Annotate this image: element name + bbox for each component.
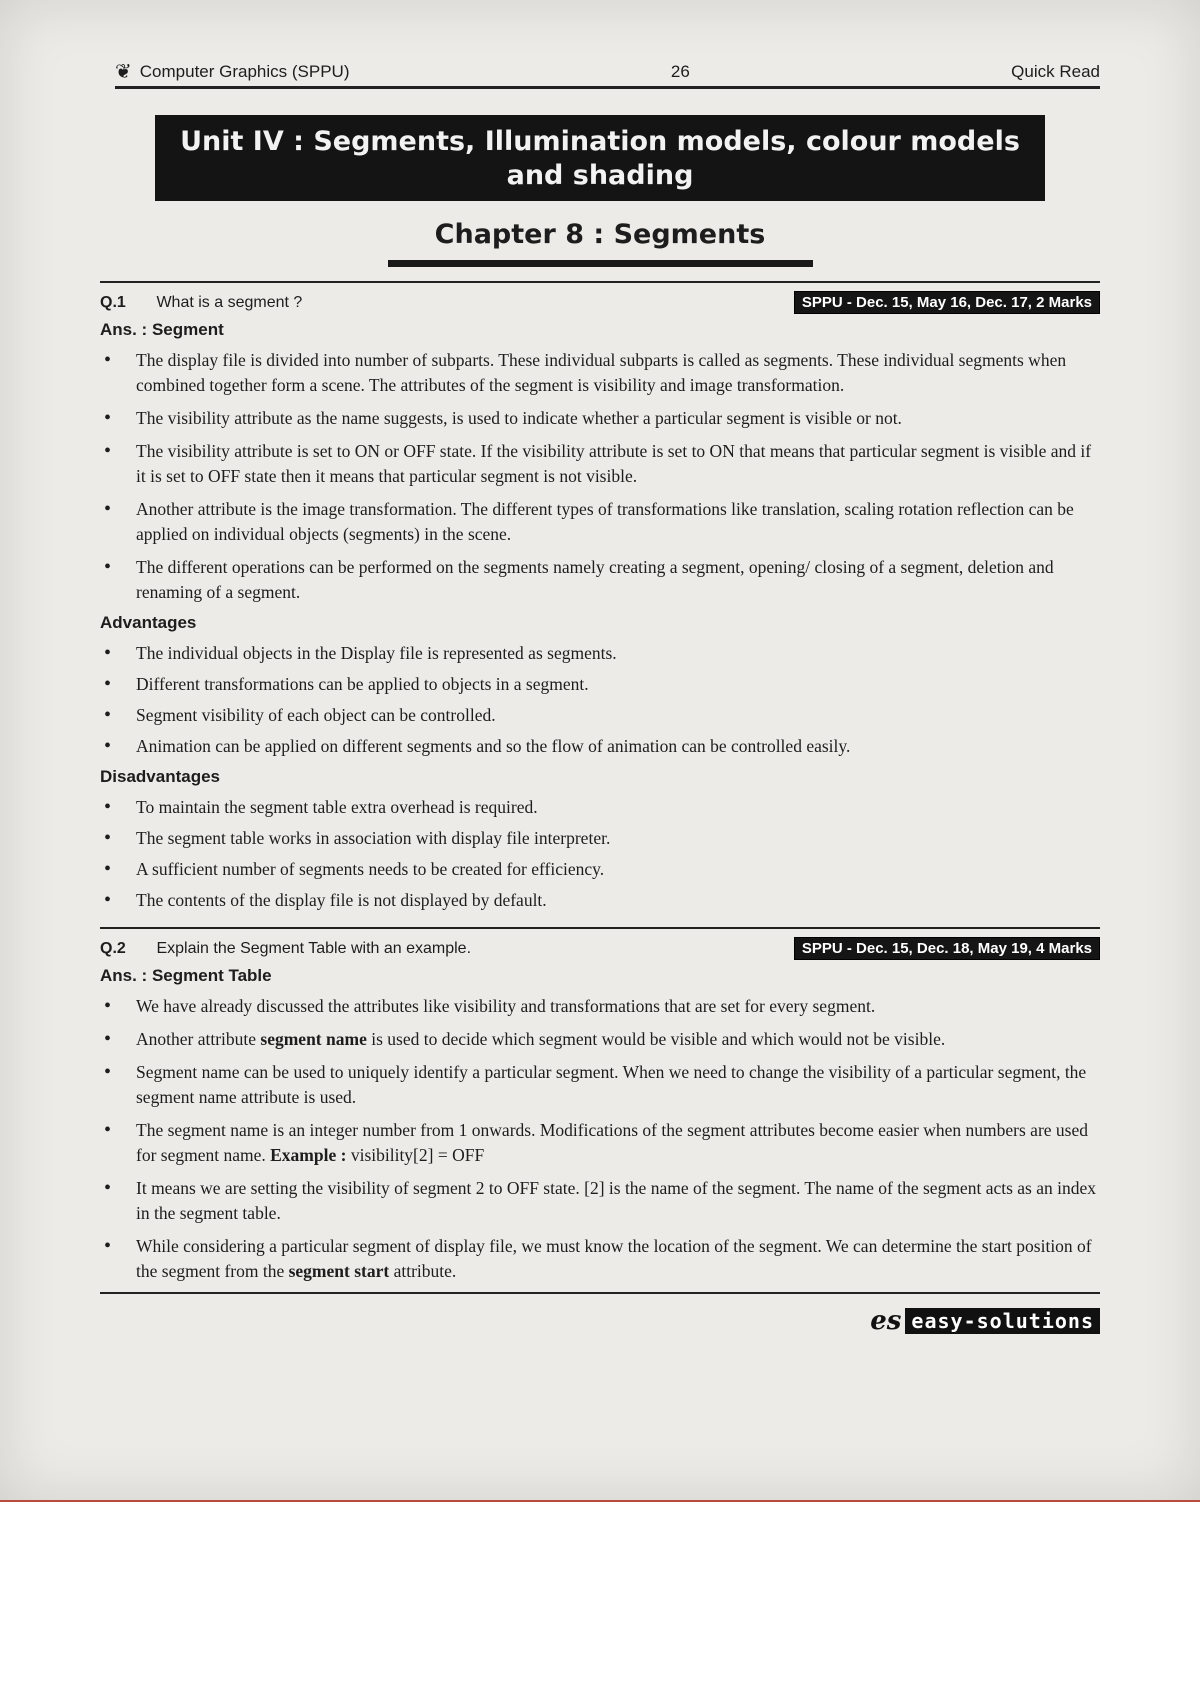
question-number: Q.2 (100, 939, 126, 957)
question-row-q1 (100, 291, 1100, 314)
brand-logo (100, 1306, 1100, 1336)
text-run: visibility[2] = OFF (346, 1145, 485, 1165)
page-number: 26 (670, 62, 690, 81)
page-content (100, 62, 1100, 1336)
list-item: • Segment name can be used to uniquely identify a particular segment. When we need to change the visibility of a particular segment, the segment name attribute is used. (100, 1060, 1100, 1110)
advantages-heading: Advantages (100, 613, 197, 632)
unit-title-line1: Unit IV : Segments, Illumination models, colour models (180, 126, 1020, 157)
answer-heading: Ans. : Segment Table (100, 966, 272, 985)
list-item: • The visibility attribute is set to ON or OFF state. If the visibility attribute is set to ON that means that particular segment is visible and if it is set to OFF state then it means that particular segment is not visible. (100, 439, 1100, 489)
exam-tag: SPPU - Dec. 15, Dec. 18, May 19, 4 Marks (794, 937, 1100, 960)
list-item (100, 1027, 1100, 1052)
list-item: • The contents of the display file is not displayed by default. (100, 888, 1100, 913)
list-item: • To maintain the segment table extra overhead is required. (100, 795, 1100, 820)
unit-title-line2: and shading (506, 160, 694, 191)
header-left (115, 62, 350, 82)
answer-bullets-q1 (100, 348, 1100, 605)
question-number: Q.1 (100, 293, 126, 311)
answer-heading: Ans. : Segment (100, 320, 224, 339)
list-item: • Segment visibility of each object can be controlled. (100, 703, 1100, 728)
disadvantages-heading: Disadvantages (100, 767, 220, 786)
publisher-logo-icon: ❦ (115, 61, 132, 83)
brand-name: easy-solutions (905, 1308, 1100, 1334)
question-q2 (100, 940, 471, 958)
advantages-list (100, 641, 1100, 759)
list-item: • Another attribute is the image transformation. The different types of transformations like translation, scaling rotation reflection can be applied on individual objects (segments) in the scene. (100, 497, 1100, 547)
question-row-q2 (100, 937, 1100, 960)
list-item (100, 1234, 1100, 1284)
question-q1 (100, 294, 302, 312)
list-item: • The segment table works in association with display file interpreter. (100, 826, 1100, 851)
list-item: • The different operations can be performed on the segments namely creating a segment, opening/ closing of a segment, deletion and renaming of a segment. (100, 555, 1100, 605)
text-run: attribute. (389, 1261, 457, 1281)
footer-divider (100, 1292, 1100, 1294)
answer-bullets-q2 (100, 994, 1100, 1284)
text-run: Another attribute (136, 1029, 261, 1049)
question-divider (100, 927, 1100, 929)
list-item: • A sufficient number of segments needs to be created for efficiency. (100, 857, 1100, 882)
running-header (115, 62, 1100, 89)
unit-title-box (155, 115, 1045, 201)
section-label: Quick Read (1011, 62, 1100, 81)
text-run: is used to decide which segment would be visible and which would not be visible. (366, 1029, 946, 1049)
chapter-title: Chapter 8 : Segments (434, 219, 766, 250)
list-item (100, 1118, 1100, 1168)
text-run: While considering a particular segment of display file, we must know the location of the segment. We can determine the start position of the segment from the (136, 1236, 1092, 1281)
bold-term: segment name (260, 1029, 367, 1049)
list-item: • Different transformations can be applied to objects in a segment. (100, 672, 1100, 697)
book-title: Computer Graphics (SPPU) (139, 62, 350, 81)
list-item: • Animation can be applied on different segments and so the flow of animation can be controlled easily. (100, 734, 1100, 759)
list-item: • The display file is divided into number of subparts. These individual subparts is called as segments. These individual segments when combined together form a scene. The attributes of the segment is visibility and image transformation. (100, 348, 1100, 398)
disadvantages-list (100, 795, 1100, 913)
text-run: The segment name is an integer number from 1 onwards. Modifications of the segment attributes become easier when numbers are used for segment name. (136, 1120, 1088, 1165)
easy-solutions-logo-icon: es (870, 1306, 902, 1336)
question-divider (100, 281, 1100, 283)
bold-term: segment start (288, 1261, 390, 1281)
chapter-underline (388, 260, 813, 267)
exam-tag: SPPU - Dec. 15, May 16, Dec. 17, 2 Marks (794, 291, 1100, 314)
list-item: • The individual objects in the Display file is represented as segments. (100, 641, 1100, 666)
question-text: Explain the Segment Table with an example. (156, 939, 472, 957)
list-item: • It means we are setting the visibility of segment 2 to OFF state. [2] is the name of the segment. The name of the segment acts as an index in the segment table. (100, 1176, 1100, 1226)
list-item: • The visibility attribute as the name suggests, is used to indicate whether a particular segment is visible or not. (100, 406, 1100, 431)
question-text: What is a segment ? (156, 293, 303, 311)
bold-term: Example : (270, 1145, 347, 1165)
list-item: • We have already discussed the attributes like visibility and transformations that are set for every segment. (100, 994, 1100, 1019)
